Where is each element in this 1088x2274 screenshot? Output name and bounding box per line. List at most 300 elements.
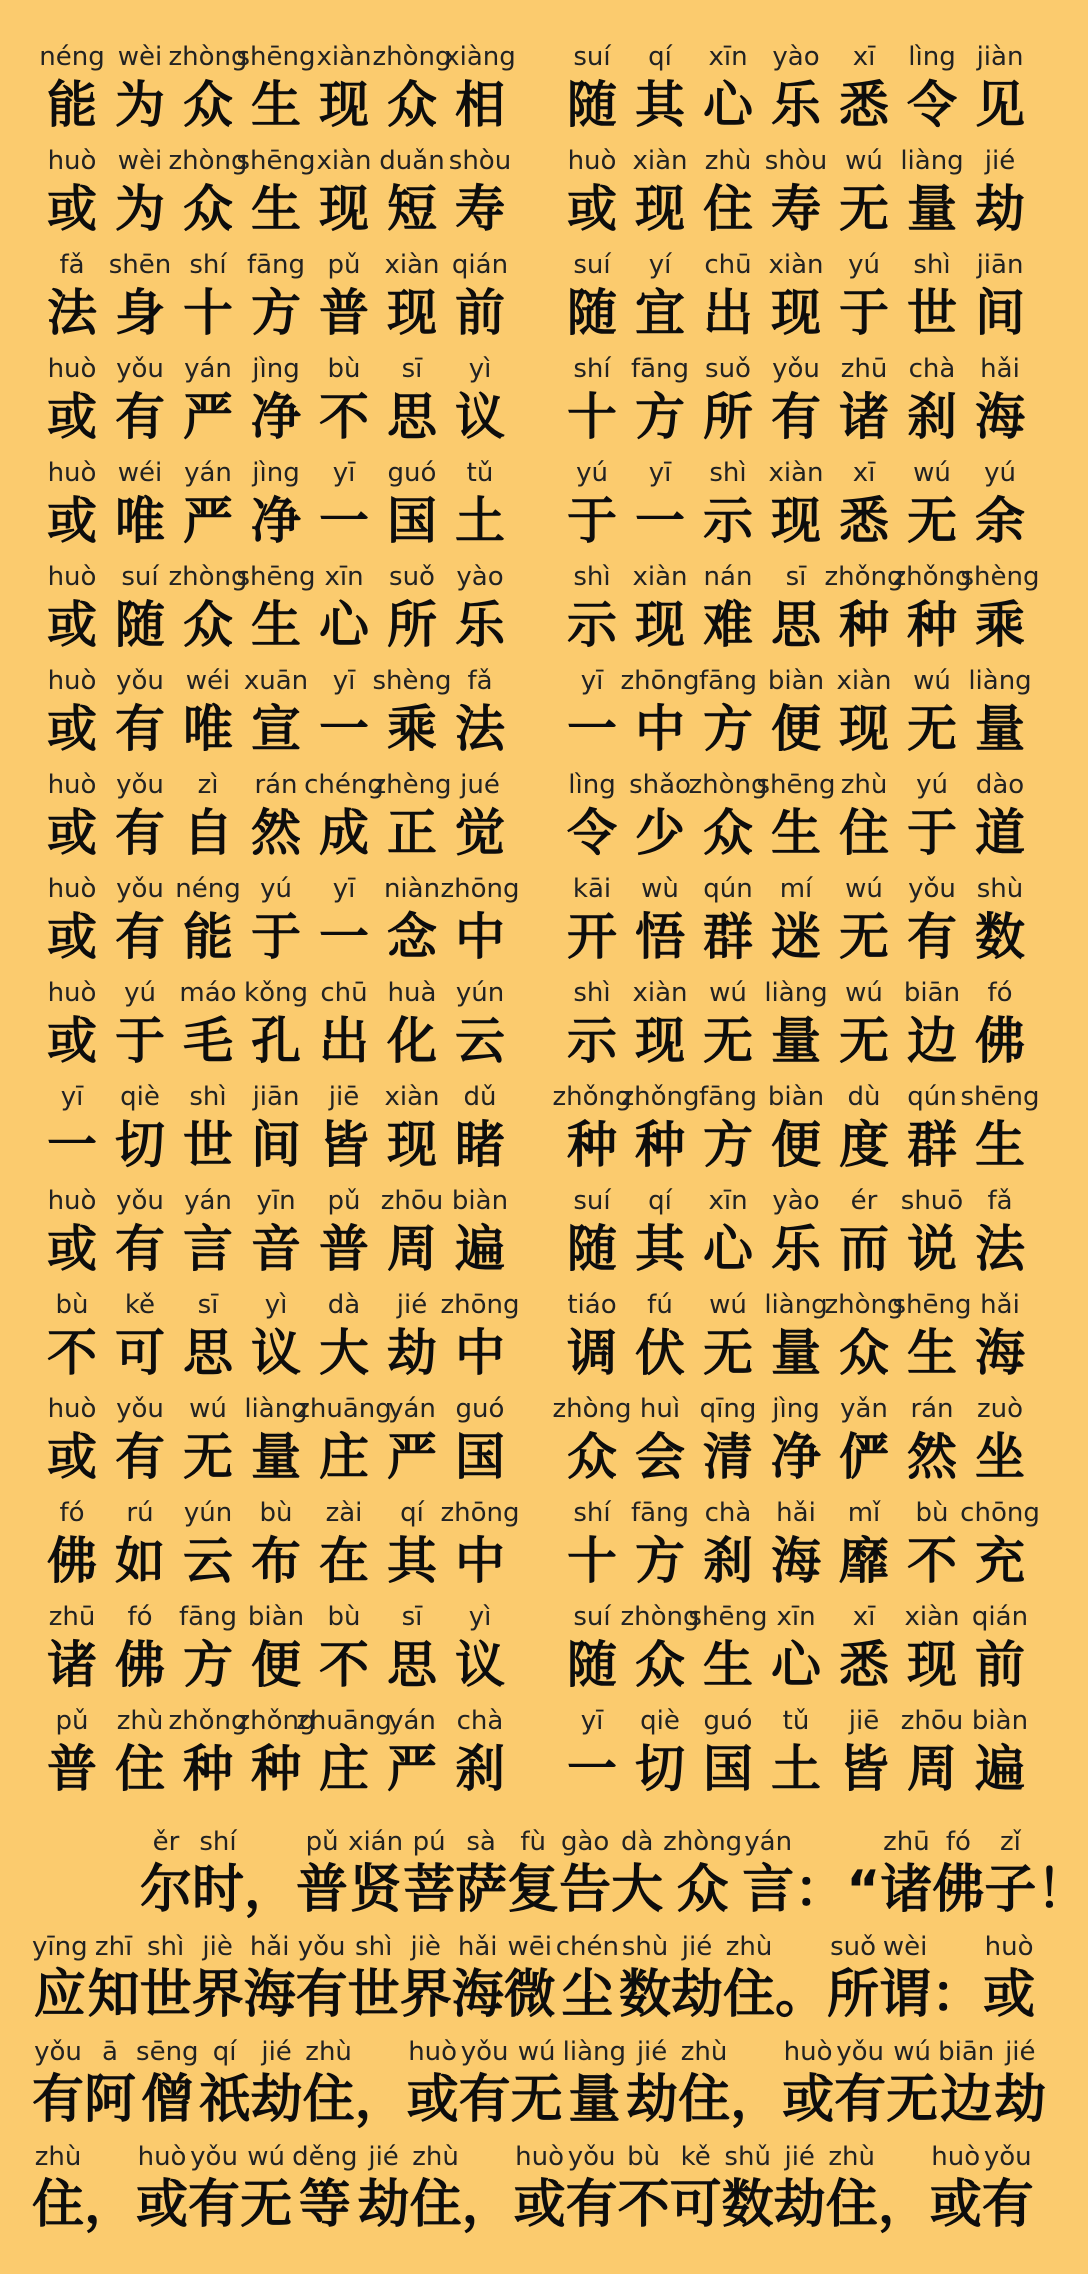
pinyin: gào [560,1827,610,1857]
syllable [558,144,626,240]
syllable [898,352,966,448]
pinyin: zhū [883,1827,930,1857]
pinyin: yīng [32,1932,88,1962]
syllable [136,2035,199,2131]
hanzi: 如 [115,1532,165,1590]
syllable [106,1392,174,1488]
syllable [174,1392,242,1488]
syllable [619,1930,671,2026]
syllable [960,560,1040,656]
hanzi: 法 [975,1220,1025,1278]
pinyin: yǒu [836,2037,884,2067]
hanzi: 中 [455,908,505,966]
hanzi: 令 [907,76,957,134]
syllable [440,872,520,968]
syllable [626,1496,694,1592]
hanzi: 思 [387,1636,437,1694]
hanzi: 念 [387,908,437,966]
hanzi: 皆 [839,1740,889,1798]
pinyin: yǒu [908,874,956,904]
hanzi: 有 [115,804,165,862]
syllable [688,768,768,864]
verse-line-left [38,352,514,448]
syllable [378,1080,446,1176]
pinyin: shù [976,874,1024,904]
hanzi: 众 [676,1860,729,1920]
hanzi: 等 [298,2175,351,2235]
pinyin: zhòng [688,770,768,800]
verse-row [0,976,1080,1080]
pinyin: suǒ [705,354,751,384]
hanzi: 群 [703,908,753,966]
pinyin: shì [189,1082,227,1112]
hanzi: 言 [742,1860,795,1920]
pinyin: shù [621,1932,669,1962]
pinyin: shēng [756,770,836,800]
syllable [106,1288,174,1384]
pinyin: xiàng [444,42,516,72]
pinyin: zhǒng [168,1706,248,1736]
hanzi: 普 [319,1220,369,1278]
verse-row [0,1600,1080,1704]
hanzi: 出 [703,284,753,342]
hanzi: ， [244,1860,297,1920]
pinyin: yī [580,1706,604,1736]
hanzi: 劫 [773,2175,826,2235]
pinyin: chōng [960,1498,1040,1528]
hanzi: 现 [387,1116,437,1174]
hanzi: 世 [907,284,957,342]
syllable [372,40,452,136]
syllable [830,456,898,552]
hanzi: 孔 [251,1012,301,1070]
pinyin: zhòng [168,42,248,72]
syllable [310,248,378,344]
pinyin: suí [121,562,159,592]
hanzi: 生 [907,1324,957,1382]
pinyin: fó [945,1827,971,1857]
hanzi: 劫 [387,1324,437,1382]
pinyin: jié [784,2142,815,2172]
pinyin: huò [515,2142,565,2172]
syllable [446,456,514,552]
syllable [558,872,626,968]
pinyin: kǒng [244,978,308,1008]
syllable [626,352,694,448]
hanzi: 便 [771,700,821,758]
syllable [762,976,830,1072]
hanzi: 迷 [771,908,821,966]
syllable [834,2035,886,2131]
syllable [898,456,966,552]
hanzi: 住 [825,2175,878,2235]
hanzi: 大 [611,1860,664,1920]
syllable [310,456,378,552]
hanzi: 坐 [975,1428,1025,1486]
pinyin: yī [332,458,356,488]
verse-row [0,1080,1080,1184]
syllable [830,1080,898,1176]
hanzi: 告 [559,1860,612,1920]
syllable [774,2140,826,2236]
pinyin: fǎ [59,250,85,280]
hanzi: 无 [886,2070,939,2130]
syllable [106,456,174,552]
pinyin: huò [47,1186,97,1216]
pinyin: yú [848,250,880,280]
verse-line-left [38,872,520,968]
hanzi: 中 [455,1324,505,1382]
syllable [966,144,1034,240]
pinyin: jié [984,146,1016,176]
hanzi: 乐 [455,596,505,654]
hanzi: 现 [319,76,369,134]
syllable [446,768,514,864]
hanzi: 或 [136,2175,189,2235]
verse-row [0,664,1080,768]
hanzi: 中 [455,1532,505,1590]
hanzi: 佛 [115,1636,165,1694]
hanzi: 或 [47,1428,97,1486]
verse-line-right [558,1184,1034,1280]
pinyin: shǔ [724,2142,771,2172]
syllable [174,248,242,344]
syllable [440,1288,520,1384]
syllable [762,664,830,760]
hanzi: 或 [983,1965,1036,2025]
hanzi: 普 [47,1740,97,1798]
pinyin: xiàn [632,978,688,1008]
pinyin: rán [910,1394,954,1424]
syllable [303,2035,355,2131]
hanzi: 世 [183,1116,233,1174]
syllable [106,1600,174,1696]
hanzi: 间 [251,1116,301,1174]
syllable [168,560,248,656]
syllable [966,976,1034,1072]
syllable [378,872,446,968]
hanzi: 刹 [455,1740,505,1798]
pinyin: liàng [900,146,964,176]
pinyin: xī [852,458,876,488]
pinyin: shēng [688,1602,768,1632]
syllable [826,2140,878,2236]
pinyin: wú [709,978,747,1008]
syllable [106,768,174,864]
syllable [140,1825,192,1921]
syllable [192,1825,244,1921]
pinyin: fù [520,1827,546,1857]
hanzi: 知 [87,1965,140,2025]
hanzi: 或 [782,2070,835,2130]
hanzi: 随 [567,284,617,342]
hanzi: 住 [723,1965,776,2025]
syllable [830,1184,898,1280]
syllable [558,40,626,136]
hanzi: 于 [115,1012,165,1070]
syllable [446,144,514,240]
syllable [671,1930,723,2026]
pinyin: xī [852,42,876,72]
hanzi: 净 [251,492,301,550]
syllable [762,1704,830,1800]
syllable [694,664,762,760]
hanzi: 乘 [387,700,437,758]
syllable [762,1184,830,1280]
hanzi: 布 [251,1532,301,1590]
syllable [310,144,378,240]
syllable [174,352,242,448]
pinyin: yǒu [460,2037,509,2067]
hanzi: 宜 [635,284,685,342]
syllable [38,560,106,656]
syllable [558,456,626,552]
syllable [242,248,310,344]
pinyin: ěr [152,1827,180,1857]
pinyin: kāi [572,874,612,904]
hanzi: 皆 [319,1116,369,1174]
syllable [310,1184,378,1280]
pinyin: yī [332,874,356,904]
hanzi: 有 [834,2070,887,2130]
verse-line-right [558,1704,1034,1800]
hanzi: 寿 [455,180,505,238]
hanzi: 示 [567,1012,617,1070]
hanzi: 或 [47,1220,97,1278]
hanzi: 众 [839,1324,889,1382]
punctuation [730,2035,782,2131]
hanzi: 有 [565,2175,618,2235]
syllable [292,2140,357,2236]
hanzi: 边 [940,2070,993,2130]
hanzi: 所 [827,1965,880,2025]
punctuation [931,1930,983,2026]
syllable [694,560,762,656]
syllable [168,1704,248,1800]
hanzi: 僧 [141,2070,194,2130]
hanzi: 周 [387,1220,437,1278]
syllable [762,1288,830,1384]
hanzi: 身 [115,284,165,342]
hanzi: 严 [387,1740,437,1798]
pinyin: zhǒng [892,562,972,592]
pinyin: yán [744,1827,793,1857]
syllable [372,664,452,760]
hanzi: 毛 [183,1012,233,1070]
pinyin: dà [620,1827,654,1857]
syllable [240,2140,292,2236]
hanzi: 无 [907,492,957,550]
hanzi: 尘 [561,1965,614,2025]
verse-row [0,1496,1080,1600]
syllable [552,1080,632,1176]
pinyin: néng [175,874,241,904]
hanzi: 海 [771,1532,821,1590]
hanzi: 量 [975,700,1025,758]
syllable [830,872,898,968]
pinyin: zhī [94,1932,133,1962]
syllable [348,1930,400,2026]
pinyin: suí [573,1602,611,1632]
syllable [558,976,626,1072]
hanzi: 云 [455,1012,505,1070]
syllable [403,1825,455,1921]
syllable [106,352,174,448]
pinyin: lìng [908,42,956,72]
pinyin: zuò [976,1394,1024,1424]
syllable [626,768,694,864]
pinyin: xīn [776,1602,816,1632]
pinyin: yǎn [840,1394,888,1424]
pinyin: yǒu [34,2037,82,2067]
pinyin: yán [388,1394,436,1424]
verse-row [0,872,1080,976]
pinyin: xī [852,1602,876,1632]
hanzi: 诸 [839,388,889,446]
syllable [620,1600,700,1696]
hanzi: 种 [839,596,889,654]
hanzi: 云 [183,1532,233,1590]
pinyin: suǒ [389,562,435,592]
pinyin: xīn [708,42,748,72]
hanzi: 能 [183,908,233,966]
pinyin: yǒu [116,1394,164,1424]
pinyin: chà [456,1706,504,1736]
pinyin: yīn [256,1186,296,1216]
pinyin: shí [199,1827,237,1857]
hanzi: 乐 [771,76,821,134]
hanzi: 劫 [994,2070,1047,2130]
hanzi: 乐 [771,1220,821,1278]
pinyin: fú [647,1290,673,1320]
hanzi: 随 [567,76,617,134]
syllable [310,1600,378,1696]
syllable [174,664,242,760]
hanzi: 数 [721,2175,774,2235]
hanzi: 可 [669,2175,722,2235]
pinyin: yǒu [116,1186,164,1216]
pinyin: jiàn [976,42,1024,72]
syllable [84,2035,136,2131]
pinyin: xiàn [632,146,688,176]
hanzi: 或 [406,2070,459,2130]
pinyin: shì [573,978,611,1008]
syllable [174,1600,242,1696]
pinyin: huò [47,562,97,592]
hanzi: 大 [319,1324,369,1382]
hanzi: 界 [399,1965,452,2025]
pinyin: zhōng [440,1498,520,1528]
pinyin: shì [355,1932,393,1962]
pinyin: zhōng [440,1290,520,1320]
hanzi: 种 [907,596,957,654]
syllable [38,976,106,1072]
hanzi: 生 [251,180,301,238]
hanzi: 或 [47,804,97,862]
hanzi: 贤 [349,1860,402,1920]
pinyin: kě [124,1290,156,1320]
hanzi: 劫 [975,180,1025,238]
hanzi: 生 [251,76,301,134]
punctuation [878,2140,930,2236]
syllable [38,1288,106,1384]
pinyin: wú [709,1290,747,1320]
hanzi: 劫 [671,1965,724,2025]
syllable [984,1825,1036,1921]
pinyin: yán [184,354,232,384]
syllable [898,144,966,240]
pinyin: yī [332,666,356,696]
verse-line-right [558,976,1034,1072]
syllable [296,1930,348,2026]
pinyin: wéi [117,458,163,488]
syllable [106,664,174,760]
syllable [626,1184,694,1280]
hanzi: 有 [115,700,165,758]
pinyin: xiàn [904,1602,960,1632]
syllable [242,1496,310,1592]
syllable [898,1704,966,1800]
pinyin: jìng [772,1394,820,1424]
syllable [378,456,446,552]
pinyin: yǒu [772,354,820,384]
pinyin: shì [573,562,611,592]
syllable [446,248,514,344]
pinyin: huò [137,2142,187,2172]
hanzi: 见 [975,76,1025,134]
pinyin: qí [648,1186,672,1216]
verse-line-left [38,1080,514,1176]
hanzi: 示 [703,492,753,550]
pinyin: shēng [236,146,316,176]
syllable [106,248,174,344]
pinyin: shì [913,250,951,280]
syllable [762,456,830,552]
hanzi: 随 [567,1636,617,1694]
syllable [310,664,378,760]
hanzi: 唯 [183,700,233,758]
pinyin: hǎi [457,1932,498,1962]
pinyin: zhòng [168,562,248,592]
pinyin: hǎi [980,354,1020,384]
syllable [310,872,378,968]
punctuation [462,2140,514,2236]
pinyin: shēng [236,42,316,72]
syllable [296,1704,392,1800]
pinyin: huò [47,666,97,696]
hanzi: 靡 [839,1532,889,1590]
pinyin: shì [146,1932,185,1962]
hanzi: 清 [703,1428,753,1486]
syllable [236,144,316,240]
pinyin: tǔ [466,458,494,488]
syllable [558,1704,626,1800]
syllable [38,144,106,240]
syllable [459,2035,511,2131]
hanzi: 令 [567,804,617,862]
syllable [782,2035,834,2131]
syllable [960,1080,1040,1176]
syllable [32,2035,84,2131]
hanzi: 或 [567,180,617,238]
syllable [446,40,514,136]
pinyin: huò [47,770,97,800]
verse-line-left [38,248,514,344]
pinyin: qiè [640,1706,680,1736]
hanzi: 随 [115,596,165,654]
syllable [242,1288,310,1384]
pinyin: zhū [840,354,888,384]
